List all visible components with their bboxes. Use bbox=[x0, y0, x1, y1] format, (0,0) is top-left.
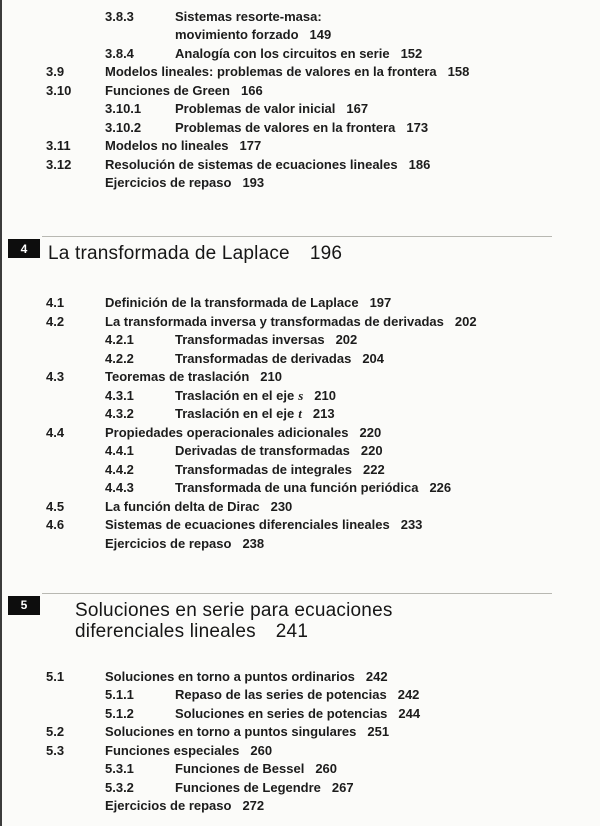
toc-entry bbox=[0, 333, 590, 347]
entry-title: Funciones especiales bbox=[105, 742, 240, 758]
entry-page: 230 bbox=[270, 498, 293, 514]
entry-title: La transformada inversa y transformadas de derivadas bbox=[105, 313, 444, 329]
chapter-rule bbox=[42, 593, 552, 594]
entry-title: Modelos lineales: problemas de valores en la frontera bbox=[105, 64, 437, 79]
entry-number: 3.10 bbox=[46, 82, 72, 98]
entry-title: Problemas de valores en la frontera bbox=[175, 119, 396, 135]
entry-title: Modelos no lineales bbox=[105, 138, 229, 153]
toc-entry bbox=[0, 389, 590, 403]
entry-number: 5.3.1 bbox=[105, 761, 134, 776]
entry-page: 242 bbox=[365, 668, 388, 684]
chapter-rule bbox=[42, 236, 552, 237]
toc-entry bbox=[0, 10, 590, 42]
entry-title: Soluciones en series de potencias bbox=[175, 705, 388, 721]
chapter-heading bbox=[0, 593, 590, 642]
toc-entry bbox=[0, 500, 590, 514]
entry-title-line1: Sistemas resorte-masa: bbox=[175, 9, 322, 24]
entry-number: 5.2 bbox=[46, 724, 65, 739]
entry-page: 152 bbox=[400, 45, 423, 61]
entry-number: 3.11 bbox=[46, 138, 71, 153]
entry-number: 4.5 bbox=[46, 498, 65, 514]
entry-number: 3.8.4 bbox=[105, 45, 134, 61]
entry-number: 3.12 bbox=[46, 156, 72, 172]
chapter-title-line1: Soluciones en serie para ecuaciones bbox=[75, 599, 393, 621]
entry-page: 260 bbox=[250, 742, 273, 758]
entry-title: Transformadas de integrales bbox=[175, 461, 353, 477]
toc-entry-review-exercises bbox=[0, 799, 590, 813]
entry-title: Propiedades operacionales adicionales bbox=[105, 424, 349, 440]
entry-page: 193 bbox=[242, 175, 265, 190]
entry-page: 202 bbox=[335, 332, 358, 347]
entry-page: 186 bbox=[408, 156, 431, 172]
entry-title-text: Traslación en el eje bbox=[175, 406, 295, 421]
toc-entry bbox=[0, 781, 590, 795]
chapter-heading bbox=[0, 236, 590, 264]
entry-number: 4.4.1 bbox=[105, 443, 134, 458]
chapter-title-line2-text: diferenciales lineales bbox=[75, 620, 256, 642]
toc-entry bbox=[0, 444, 590, 458]
chapter-title bbox=[48, 243, 342, 264]
entry-title bbox=[175, 389, 303, 403]
toc-entry bbox=[0, 518, 590, 532]
entry-title-line2-text: movimiento forzado bbox=[175, 27, 299, 42]
toc-entry-review-exercises bbox=[0, 537, 590, 551]
toc-entry bbox=[0, 352, 590, 366]
entry-title: Funciones de Bessel bbox=[175, 761, 305, 776]
entry-page: 222 bbox=[363, 461, 385, 477]
entry-title: Definición de la transformada de Laplace bbox=[105, 295, 359, 310]
entry-title-line2 bbox=[175, 28, 331, 42]
toc-entry bbox=[0, 296, 590, 310]
entry-page: 272 bbox=[242, 798, 265, 813]
chapter-title-line2 bbox=[75, 621, 590, 642]
entry-page: 251 bbox=[367, 724, 390, 739]
toc-entry bbox=[0, 725, 590, 739]
toc-entry bbox=[0, 688, 590, 702]
chapter-page: 196 bbox=[309, 243, 343, 264]
chapter-number: 4 bbox=[20, 241, 28, 256]
entry-number: 3.10.2 bbox=[105, 119, 142, 135]
entry-page: 233 bbox=[400, 517, 423, 532]
entry-page: 267 bbox=[331, 779, 354, 795]
toc-entry bbox=[0, 121, 590, 135]
entry-page: 167 bbox=[346, 101, 369, 116]
toc-entry bbox=[0, 139, 590, 153]
toc-entry bbox=[0, 744, 590, 758]
entry-number: 4.1 bbox=[46, 295, 65, 310]
entry-number: 4.4.2 bbox=[105, 461, 134, 477]
entry-page: 244 bbox=[398, 705, 421, 721]
entry-number: 5.1.2 bbox=[105, 705, 134, 721]
entry-title: Problemas de valor inicial bbox=[175, 101, 336, 116]
toc-entry bbox=[0, 65, 590, 79]
entry-title: Transformadas inversas bbox=[175, 332, 325, 347]
entry-title bbox=[175, 10, 331, 42]
entry-number: 4.3.2 bbox=[105, 406, 134, 421]
entry-page: 158 bbox=[447, 64, 470, 79]
toc-entry bbox=[0, 370, 590, 384]
entry-title: Analogía con los circuitos en serie bbox=[175, 45, 390, 61]
toc-entry bbox=[0, 84, 590, 98]
entry-page: 213 bbox=[312, 406, 335, 421]
entry-title: Ejercicios de repaso bbox=[105, 798, 232, 813]
toc-entry-review-exercises bbox=[0, 176, 590, 190]
entry-number: 4.4 bbox=[46, 424, 65, 440]
entry-page: 220 bbox=[359, 424, 382, 440]
entry-title: Soluciones en torno a puntos singulares bbox=[105, 724, 357, 739]
entry-page: 242 bbox=[397, 687, 420, 702]
toc-entry bbox=[0, 315, 590, 329]
entry-title: Soluciones en torno a puntos ordinarios bbox=[105, 668, 355, 684]
entry-page: 210 bbox=[314, 387, 336, 403]
entry-number: 5.1 bbox=[46, 668, 65, 684]
entry-number: 4.2.2 bbox=[105, 350, 134, 366]
toc-entry bbox=[0, 707, 590, 721]
toc-entry bbox=[0, 463, 590, 477]
entry-number: 3.9 bbox=[46, 64, 65, 79]
chapter-title-text: La transformada de Laplace bbox=[48, 243, 290, 264]
entry-page: 202 bbox=[454, 313, 477, 329]
entry-page: 204 bbox=[362, 350, 385, 366]
entry-title: Teoremas de traslación bbox=[105, 369, 250, 384]
entry-title: Funciones de Legendre bbox=[175, 779, 321, 795]
entry-page: 166 bbox=[240, 82, 263, 98]
entry-title: La función delta de Dirac bbox=[105, 498, 260, 514]
math-variable: t bbox=[298, 406, 302, 421]
entry-number: 4.3 bbox=[46, 369, 65, 384]
toc-entry bbox=[0, 407, 590, 421]
entry-title: Derivadas de transformadas bbox=[175, 443, 350, 458]
entry-page: 210 bbox=[260, 369, 282, 384]
entry-title: Sistemas de ecuaciones diferenciales lineales bbox=[105, 517, 390, 532]
scan-edge-line bbox=[0, 0, 2, 826]
entry-title: Transformadas de derivadas bbox=[175, 350, 352, 366]
toc-entry bbox=[0, 481, 590, 495]
entry-title: Ejercicios de repaso bbox=[105, 535, 232, 551]
entry-number: 4.6 bbox=[46, 517, 65, 532]
entry-page: 238 bbox=[242, 535, 265, 551]
chapter-number-box bbox=[8, 596, 40, 615]
entry-page: 149 bbox=[309, 27, 332, 42]
entry-number: 4.2 bbox=[46, 313, 65, 329]
entry-number: 5.1.1 bbox=[105, 687, 134, 702]
toc-entry bbox=[0, 102, 590, 116]
entry-number: 3.8.3 bbox=[105, 9, 134, 24]
toc-entry bbox=[0, 670, 590, 684]
entry-title: Resolución de sistemas de ecuaciones lineales bbox=[105, 156, 398, 172]
entry-page: 220 bbox=[360, 443, 383, 458]
entry-page: 177 bbox=[239, 138, 262, 153]
toc-entry bbox=[0, 426, 590, 440]
entry-number: 5.3.2 bbox=[105, 779, 134, 795]
toc-entry bbox=[0, 158, 590, 172]
entry-page: 260 bbox=[315, 761, 338, 776]
entry-number: 3.10.1 bbox=[105, 101, 142, 116]
entry-title: Repaso de las series de potencias bbox=[175, 687, 387, 702]
toc-entry bbox=[0, 47, 590, 61]
entry-title: Ejercicios de repaso bbox=[105, 175, 232, 190]
entry-title: Transformada de una función periódica bbox=[175, 480, 419, 495]
chapter-number-box bbox=[8, 239, 40, 258]
entry-number: 5.3 bbox=[46, 742, 65, 758]
math-variable: s bbox=[298, 387, 304, 403]
chapter-number: 5 bbox=[20, 598, 28, 612]
toc-entry bbox=[0, 762, 590, 776]
entry-number: 4.4.3 bbox=[105, 480, 134, 495]
entry-page: 226 bbox=[429, 480, 452, 495]
entry-title-text: Traslación en el eje bbox=[175, 387, 295, 403]
entry-page: 173 bbox=[406, 119, 429, 135]
entry-page: 197 bbox=[369, 295, 392, 310]
entry-number: 4.2.1 bbox=[105, 332, 134, 347]
chapter-page: 241 bbox=[275, 620, 309, 642]
entry-number: 4.3.1 bbox=[105, 387, 134, 403]
entry-title bbox=[175, 407, 302, 421]
entry-title: Funciones de Green bbox=[105, 82, 230, 98]
